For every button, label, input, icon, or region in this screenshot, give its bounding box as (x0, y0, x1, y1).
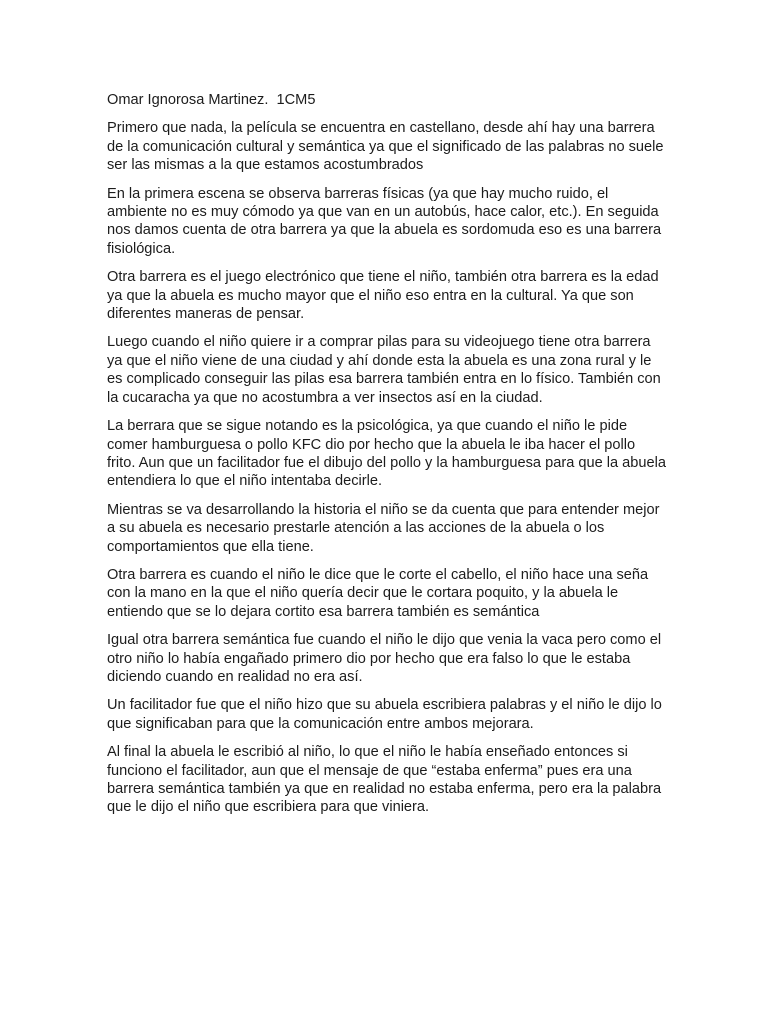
paragraph-10: Al final la abuela le escribió al niño, lo que el niño le había enseñado entonces si funciono el facilitador, aun que el mensaje de que “estaba enferma” pues era una barrera semántica también ya que en realidad no estaba enferma, pero era la palabra que le dijo el niño que escribiera para que viniera. (107, 744, 662, 816)
paragraph-2: En la primera escena se observa barreras físicas (ya que hay mucho ruido, el ambiente no es muy cómodo ya que van en un autobús, hace calor, etc.). En seguida nos damos cuenta de otra barrera ya que la abuela es sordomuda eso es una barrera fisiológica. (107, 185, 662, 257)
document-body (107, 91, 667, 827)
paragraph-6: Mientras se va desarrollando la historia el niño se da cuenta que para entender mejor a su abuela es necesario prestarle atención a las acciones de la abuela o los comportamientos que ella tiene. (107, 501, 660, 555)
paragraph-4: Luego cuando el niño quiere ir a comprar pilas para su videojuego tiene otra barrera ya que el niño viene de una ciudad y ahí donde esta la abuela es una zona rural y le es complicado conseguir las pilas esa barrera también entra en lo físico. También con la cucaracha ya que no acostumbra a ver insectos así en la ciudad. (107, 334, 661, 406)
paragraph-7: Otra barrera es cuando el niño le dice que le corte el cabello, el niño hace una seña con la mano en la que el niño quería decir que le cortara poquito, y la abuela le entiendo que se lo dejara cortito esa barrera también es semántica (107, 566, 649, 620)
paragraph-9: Un facilitador fue que el niño hizo que su abuela escribiera palabras y el niño le dijo lo que significaban para que la comunicación entre ambos mejorara. (107, 697, 662, 732)
paragraph-8: Igual otra barrera semántica fue cuando el niño le dijo que venia la vaca pero como el otro niño lo había engañado primero dio por hecho que era falso lo que le estaba diciendo cuando en realidad no era así. (107, 632, 662, 685)
paragraph-5: La berrara que se sigue notando es la psicológica, ya que cuando el niño le pide comer hamburguesa o pollo KFC dio por hecho que la abuela le iba hacer el pollo frito. Aun que un facilitador fue el dibujo del pollo y la hamburguesa para que la abuela entendiera lo que el niño intentaba decirle. (107, 418, 667, 490)
paragraph-1: Primero que nada, la película se encuentra en castellano, desde ahí hay una barrera de la comunicación cultural y semántica ya que el significado de las palabras no suele ser las mismas a la que estamos acostumbrados (107, 120, 664, 174)
paragraph-3: Otra barrera es el juego electrónico que tiene el niño, también otra barrera es la edad ya que la abuela es mucho mayor que el niño eso entra en la cultural. Ya que son diferentes maneras de pensar. (107, 269, 659, 323)
author-line: Omar Ignorosa Martinez. 1CM5 (107, 92, 316, 108)
